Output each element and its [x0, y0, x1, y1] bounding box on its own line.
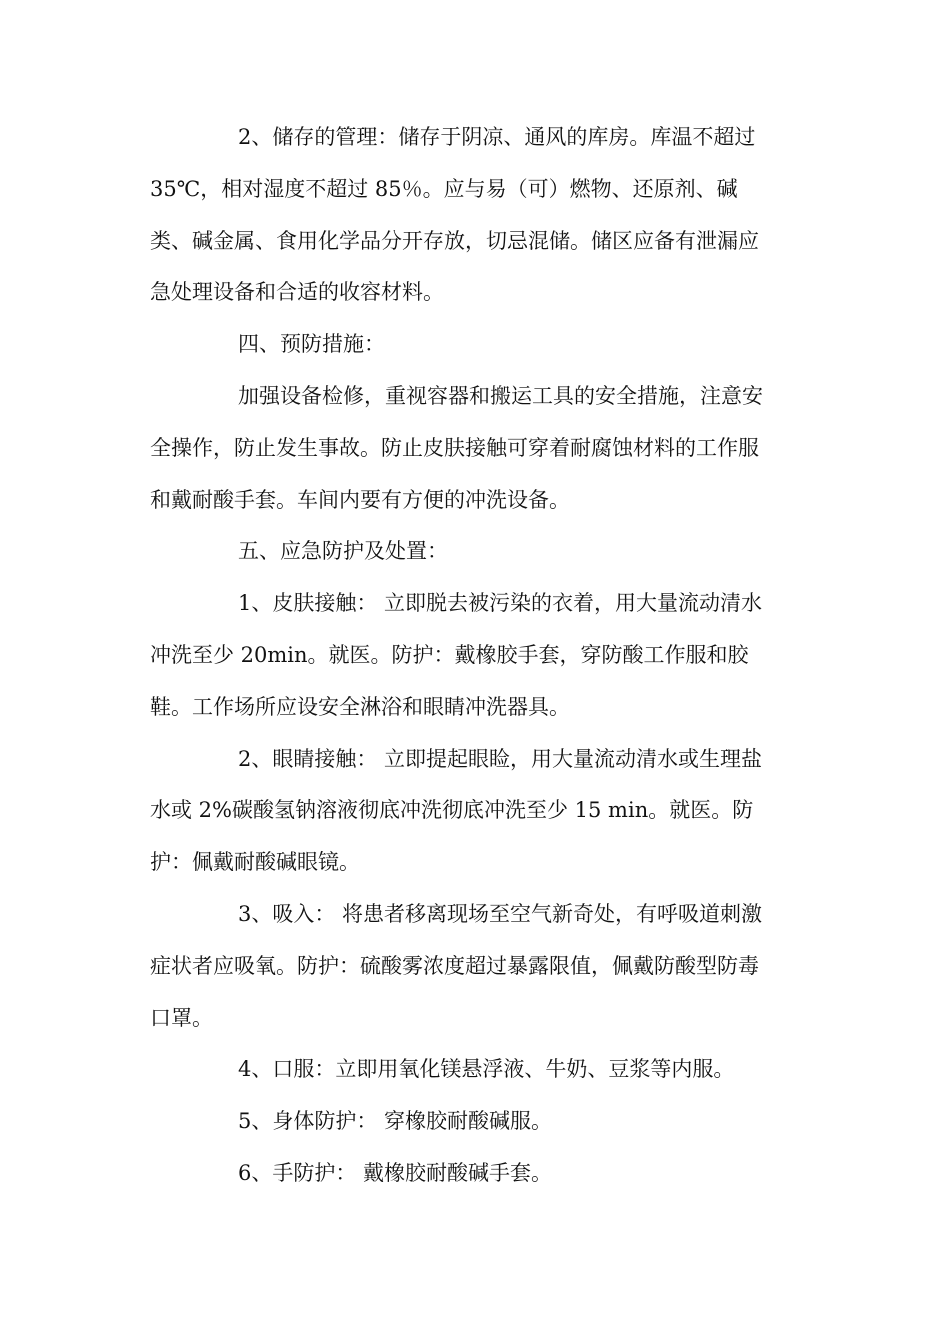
paragraph-eye-line-1: 2、眼睛接触： 立即提起眼睑，用大量流动清水或生理盐 [238, 746, 763, 771]
paragraph-body-protection: 5、身体防护： 穿橡胶耐酸碱服。 [238, 1109, 553, 1134]
paragraph-ingestion: 4、口服：立即用氧化镁悬浮液、牛奶、豆浆等内服。 [238, 1057, 735, 1082]
paragraph-storage-line-4: 急处理设备和合适的收容材料。 [150, 280, 444, 305]
paragraph-skin-line-3: 鞋。工作场所应设安全淋浴和眼睛冲洗器具。 [150, 694, 570, 719]
heading-prevention: 四、预防措施： [238, 332, 385, 357]
paragraph-prevention-line-1: 加强设备检修，重视容器和搬运工具的安全措施，注意安 [238, 383, 763, 408]
paragraph-eye-line-3: 护：佩戴耐酸碱眼镜。 [150, 850, 360, 875]
paragraph-inhalation-line-2: 症状者应吸氧。防护：硫酸雾浓度超过暴露限值，佩戴防酸型防毒 [150, 953, 759, 978]
paragraph-storage-line-3: 类、碱金属、食用化学品分开存放，切忌混储。储区应备有泄漏应 [150, 228, 759, 253]
heading-emergency: 五、应急防护及处置： [238, 539, 448, 564]
paragraph-prevention-line-3: 和戴耐酸手套。车间内要有方便的冲洗设备。 [150, 487, 570, 512]
paragraph-eye-line-2: 水或 2%碳酸氢钠溶液彻底冲洗彻底冲洗至少 15 min。就医。防 [150, 798, 754, 823]
document-page [150, 112, 800, 1200]
paragraph-prevention-line-2: 全操作，防止发生事故。防止皮肤接触可穿着耐腐蚀材料的工作服 [150, 435, 759, 460]
paragraph-skin-line-2: 冲洗至少 20min。就医。防护：戴橡胶手套，穿防酸工作服和胶 [150, 642, 749, 667]
paragraph-skin-line-1: 1、皮肤接触： 立即脱去被污染的衣着，用大量流动清水 [238, 591, 763, 616]
paragraph-hand-protection: 6、手防护： 戴橡胶耐酸碱手套。 [238, 1160, 553, 1185]
paragraph-storage-line-1: 2、储存的管理：储存于阴凉、通风的库房。库温不超过 [238, 125, 756, 149]
paragraph-inhalation-line-3: 口罩。 [150, 1005, 213, 1030]
paragraph-storage-line-2: 35℃，相对湿度不超过 85％。应与易（可）燃物、还原剂、碱 [150, 176, 738, 201]
paragraph-inhalation-line-1: 3、吸入： 将患者移离现场至空气新奇处，有呼吸道刺激 [238, 901, 763, 926]
